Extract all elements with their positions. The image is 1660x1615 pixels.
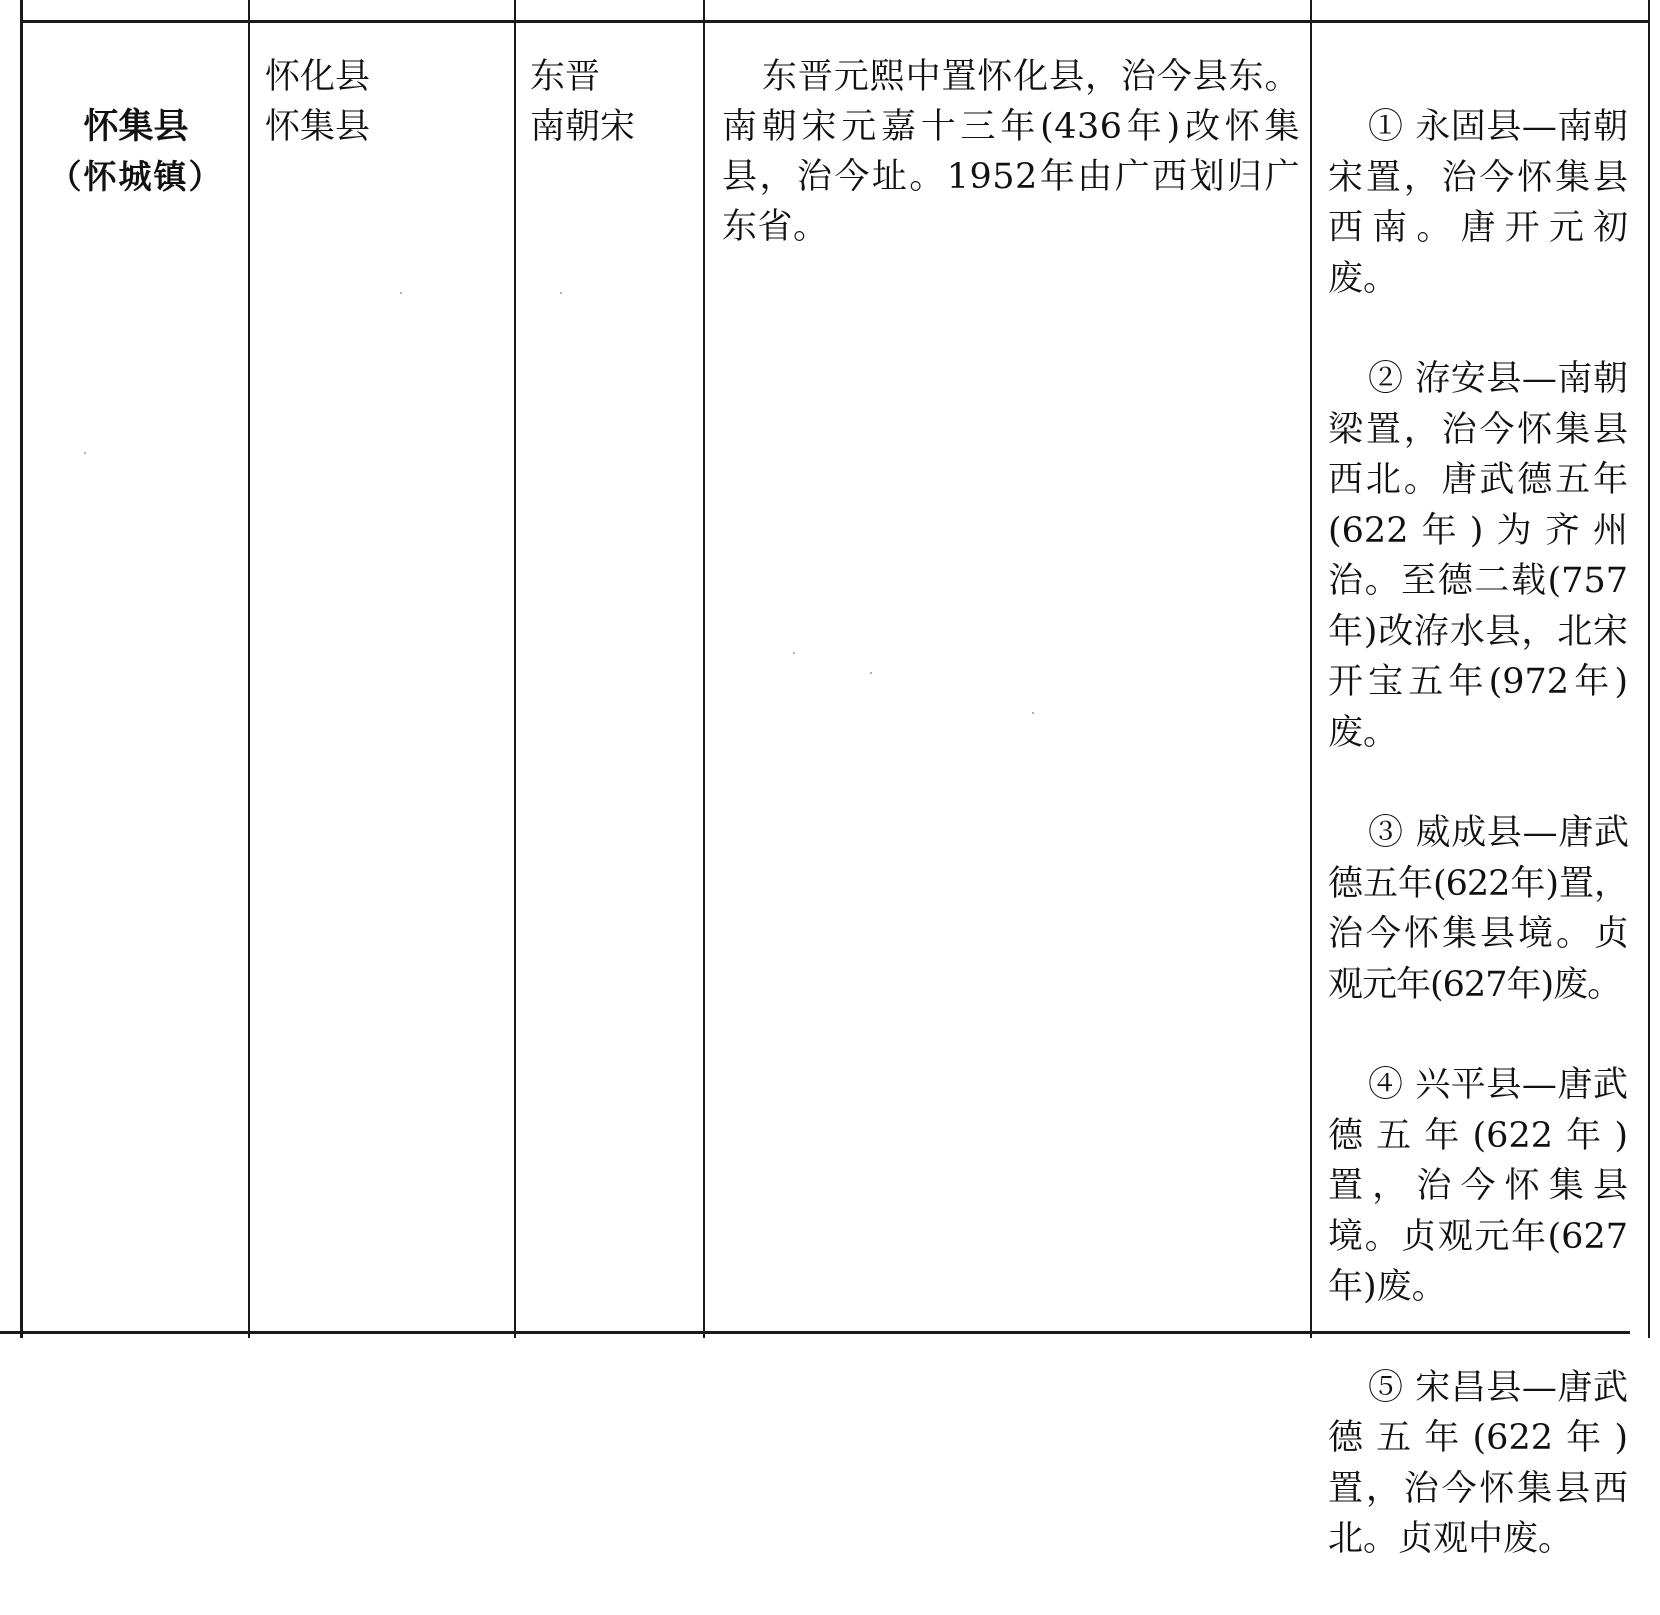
note-item: ④ 兴平县—唐武德五年(622年)置，治今怀集县境。贞观元年(627年)废。 (1328, 1065, 1628, 1307)
current-name-cell (26, 52, 246, 252)
current-name: 怀集县 (83, 107, 189, 147)
column-rule-4 (1310, 0, 1312, 1338)
current-seat: （怀城镇） (48, 157, 224, 196)
scan-speck (793, 652, 795, 654)
column-rule-right (1648, 0, 1650, 1338)
history-text-cell: 东晋元熙中置怀化县，治今县东。南朝宋元嘉十三年(436年)改怀集县，治今址。1952年由广西划归广东省。 (722, 57, 1300, 247)
dynasties-cell: 东晋 南朝宋 (530, 57, 636, 147)
scan-speck (84, 452, 86, 454)
note-item: ② 洊安县—南朝梁置，治今怀集县西北。唐武德五年(622年)为齐州治。至德二载(757年)改洊水县，北宋开宝五年(972年)废。 (1328, 359, 1628, 753)
scan-speck (400, 292, 402, 294)
table-top-rule (20, 20, 1650, 23)
notes-cell (1328, 52, 1628, 1615)
column-rule-left (20, 0, 23, 1338)
column-rule-3 (703, 0, 705, 1338)
scan-speck (870, 672, 872, 674)
scan-speck (560, 292, 562, 294)
historical-names-cell: 怀化县 怀集县 (265, 57, 371, 147)
column-rule-1 (248, 0, 250, 1338)
note-item: ③ 威成县—唐武德五年(622年)置，治今怀集县境。贞观元年(627年)废。 (1328, 813, 1628, 1005)
column-rule-2 (514, 0, 516, 1338)
note-item: ⑤ 宋昌县—唐武德五年(622年)置，治今怀集县西北。贞观中废。 (1328, 1367, 1628, 1559)
note-item: ① 永固县—南朝宋置，治今怀集县西南。唐开元初废。 (1328, 107, 1628, 299)
scan-speck (1032, 712, 1034, 714)
